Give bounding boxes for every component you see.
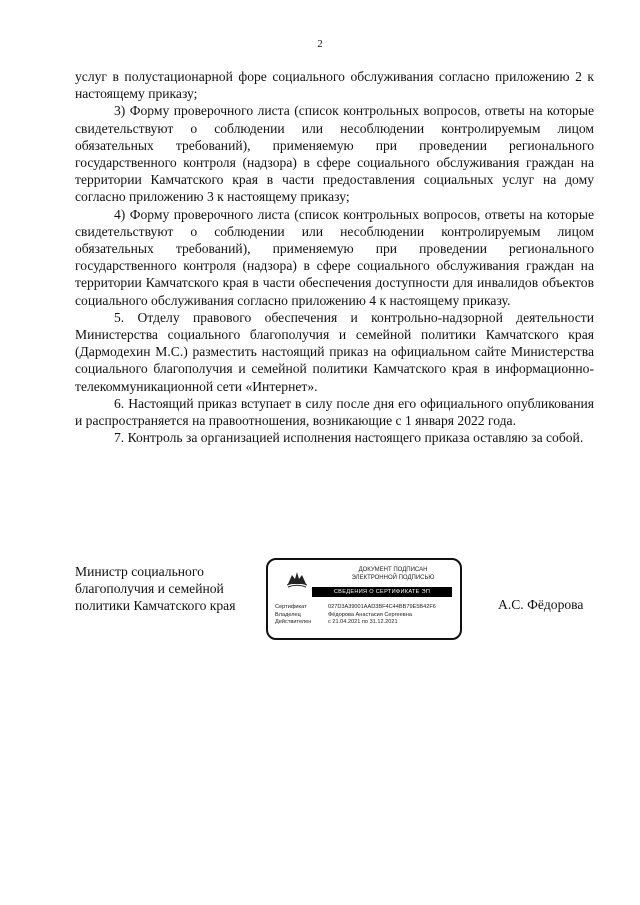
stamp-row-label: Действителен: [275, 619, 312, 626]
stamp-row-label: Владелец: [275, 611, 301, 618]
stamp-row-value: с 21.04.2021 по 31.12.2021: [328, 619, 398, 626]
paragraph-continuation: услуг в полустационарной форе социального обслуживания согласно приложению 2 к настоящему приказу;: [75, 69, 594, 102]
signatory-position: [75, 563, 265, 615]
electronic-signature-stamp: [266, 558, 462, 640]
stamp-row-certificate: [275, 604, 460, 612]
signatory-position-line: политики Камчатского края: [75, 598, 236, 614]
stamp-row-validity: [275, 619, 460, 627]
stamp-row-label: Сертификат: [275, 604, 307, 610]
paragraph-item-7: 7. Контроль за организацией исполнения настоящего приказа оставляю за собой.: [114, 430, 584, 446]
stamp-header-line: ДОКУМЕНТ ПОДПИСАН: [358, 567, 428, 573]
coat-of-arms-icon: [286, 569, 308, 589]
page-number: 2: [317, 38, 323, 50]
stamp-certificate-bar: СВЕДЕНИЯ О СЕРТИФИКАТЕ ЭП: [312, 587, 452, 597]
document-body: [75, 68, 594, 446]
stamp-certificate-details: [275, 604, 460, 627]
stamp-header: [328, 566, 458, 582]
stamp-row-value: Фёдорова Анастасия Сергеевна: [328, 611, 412, 618]
paragraph-item-6: 6. Настоящий приказ вступает в силу после дня его официального опубликования и распространяется на правоотношения, возникающие с 1 января 2022 года.: [75, 395, 594, 429]
stamp-header-line: ЭЛЕКТРОННОЙ ПОДПИСЬЮ: [351, 575, 435, 581]
paragraph-item-3: 3) Форму проверочного листа (список контрольных вопросов, ответы на которые свидетельствуют о соблюдении или несоблюдении контролируемым лицом обязательных требований), применяемую при проведении регионального государственного контроля (надзора) в сфере социального обслуживания граждан на территории Камчатского края в части предоставления социальных услуг на дому согласно приложению 3 к настоящему приказу;: [75, 103, 594, 205]
signatory-name: А.С. Фёдорова: [498, 597, 584, 612]
signatory-position-line: благополучия и семейной: [75, 581, 224, 597]
signatory-position-line: Министр социального: [75, 564, 204, 579]
paragraph-item-4: 4) Форму проверочного листа (список контрольных вопросов, ответы на которые свидетельствуют о соблюдении или несоблюдении контролируемым лицом обязательных требований), применяемую при проведении регионального государственного контроля (надзора) в сфере социального обслуживания граждан на территории Камчатского края в части обеспечения доступности для инвалидов объектов социального обслуживания согласно приложению 4 к настоящему приказу.: [75, 206, 594, 308]
stamp-row-value: 027D3A39001AAD3BF4C44BB79E5B42F6: [328, 604, 436, 610]
paragraph-item-5: 5. Отделу правового обеспечения и контрольно-надзорной деятельности Министерства социального благополучия и семейной политики Камчатского края (Дармодехин М.С.) разместить настоящий приказ на официальном сайте Министерства социального благополучия и семейной политики Камчатского края в информационно-телекоммуникационной сети «Интернет».: [75, 309, 594, 394]
